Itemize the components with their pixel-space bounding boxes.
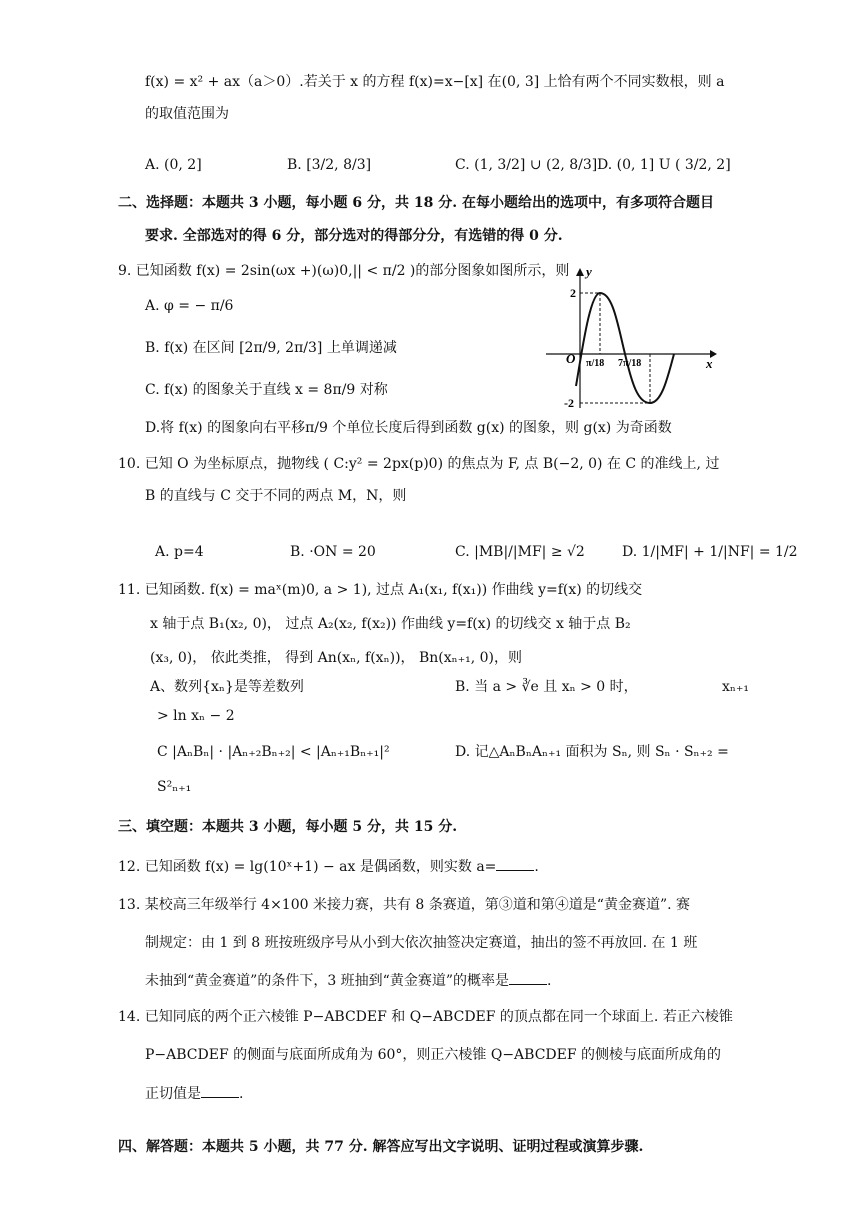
q8-option-d: D. (0, 1] U ( 3/2, 2] xyxy=(597,157,731,173)
y-max-label: 2 xyxy=(570,286,576,300)
q12-stem xyxy=(118,856,539,877)
q9-stem: 9. 已知函数 f(x) = 2sin(ωx +)(ω)0,|| < π/2 )的部分图象如图所示，则 xyxy=(118,263,570,279)
q14-stem-line2: P−ABCDEF 的侧面与底面所成角为 60°，则正六棱锥 Q−ABCDEF 的侧棱与底面所成角的 xyxy=(145,1047,722,1063)
q13-stem-line2: 制规定：由 1 到 8 班按班级序号从小到大依次抽签决定赛道，抽出的签不再放回. 在 1 班 xyxy=(145,935,698,951)
q11-stem-line1: 11. 已知函数. f(x) = maˣ(m)0, a > 1), 过点 A₁(x₁, f(x₁)) 作曲线 y=f(x) 的切线交 xyxy=(118,582,643,598)
q8-stem-line1: f(x) = x² + ax（a＞0）.若关于 x 的方程 f(x)=x−[x] 在(0, 3] 上恰有两个不同实数根，则 a xyxy=(145,74,725,90)
q8-stem-line2: 的取值范围为 xyxy=(145,106,229,122)
q11-option-c: C |AₙBₙ| · |Aₙ₊₂Bₙ₊₂| < |Aₙ₊₁Bₙ₊₁|² xyxy=(157,744,390,760)
q12-text: 12. 已知函数 f(x) = lg(10ˣ+1) − ax 是偶函数，则实数 a= xyxy=(118,859,497,875)
section-4-heading: 四、解答题：本题共 5 小题，共 77 分. 解答应写出文字说明、证明过程或演算步骤. xyxy=(118,1139,644,1155)
q9-option-b: B. f(x) 在区间 [2π/9, 2π/3] 上单调递减 xyxy=(145,340,397,356)
q11-option-b: B. 当 a > ∛e 且 xₙ > 0 时， xyxy=(455,679,638,695)
y-axis-arrow xyxy=(576,268,584,276)
y-axis-label: y xyxy=(586,266,592,279)
q14-stem-line1: 14. 已知同底的两个正六棱锥 P−ABCDEF 和 Q−ABCDEF 的顶点都在同一个球面上. 若正六棱锥 xyxy=(118,1009,733,1025)
q14-period: . xyxy=(239,1086,244,1102)
q14-stem-line3 xyxy=(145,1083,243,1104)
sine-curve xyxy=(576,293,674,403)
q9-option-c: C. f(x) 的图象关于直线 x = 8π/9 对称 xyxy=(145,382,388,398)
q12-answer-blank xyxy=(496,856,534,871)
y-min-label: -2 xyxy=(564,396,574,410)
q9-option-d: D.将 f(x) 的图象向右平移π/9 个单位长度后得到函数 g(x) 的图象，则 g(x) 为奇函数 xyxy=(145,420,672,436)
q13-text: 未抽到“黄金赛道”的条件下，3 班抽到“黄金赛道”的概率是 xyxy=(145,973,509,989)
q11-option-d-cont: S²ₙ₊₁ xyxy=(157,779,192,795)
q13-stem-line1: 13. 某校高三年级举行 4×100 米接力赛，共有 8 条赛道，第③道和第④道是“黄金赛道”. 赛 xyxy=(118,897,690,913)
q14-answer-blank xyxy=(201,1083,239,1098)
q9-option-a: A. φ = − π/6 xyxy=(145,298,234,314)
q11-stem-line3: (x₃, 0)， 依此类推， 得到 An(xₙ, f(xₙ))， Bn(xₙ₊₁, 0)，则 xyxy=(150,650,522,666)
section-3-heading: 三、填空题：本题共 3 小题，每小题 5 分，共 15 分. xyxy=(118,819,458,835)
q11-option-b-right: xₙ₊₁ xyxy=(722,679,749,695)
q10-option-c: C. |MB|/|MF| ≥ √2 xyxy=(455,544,585,560)
section-2-heading-line1: 二、选择题：本题共 3 小题，每小题 6 分，共 18 分. 在每小题给出的选项中，有多项符合题目 xyxy=(118,195,714,211)
q8-option-a: A. (0, 2] xyxy=(145,157,202,173)
q11-option-b-cont: > ln xₙ − 2 xyxy=(157,708,235,724)
q14-text: 正切值是 xyxy=(145,1086,201,1102)
q10-option-d: D. 1/|MF| + 1/|NF| = 1/2 xyxy=(622,544,798,560)
q10-option-b: B. ·ON = 20 xyxy=(290,544,376,560)
q10-option-a: A. p=4 xyxy=(155,544,204,560)
q13-stem-line3 xyxy=(145,970,551,991)
origin-label: O xyxy=(566,351,576,366)
q11-stem-line2: x 轴于点 B₁(x₂, 0)， 过点 A₂(x₂, f(x₂)) 作曲线 y=f(x) 的切线交 x 轴于点 B₂ xyxy=(150,616,631,632)
q12-period: . xyxy=(534,859,539,875)
x-tick-pi-18: π/18 xyxy=(586,358,605,369)
section-2-heading-line2: 要求. 全部选对的得 6 分，部分选对的得部分分，有选错的得 0 分. xyxy=(145,228,563,244)
q13-answer-blank xyxy=(509,970,547,985)
q13-period: . xyxy=(547,973,552,989)
q8-option-c: C. (1, 3/2] ∪ (2, 8/3] xyxy=(455,157,598,173)
q11-option-a: A、数列{xₙ}是等差数列 xyxy=(150,679,304,695)
sine-graph xyxy=(538,266,718,414)
q10-stem-line1: 10. 已知 O 为坐标原点，抛物线 ( C:y² = 2px(p)0) 的焦点为 F, 点 B(−2, 0) 在 C 的准线上, 过 xyxy=(118,456,720,472)
q11-option-d: D. 记△AₙBₙAₙ₊₁ 面积为 Sₙ, 则 Sₙ · Sₙ₊₂ = xyxy=(455,744,729,760)
x-tick-7pi-18: 7π/18 xyxy=(618,358,642,369)
q10-stem-line2: B 的直线与 C 交于不同的两点 M，N，则 xyxy=(145,488,407,504)
x-axis-label: x xyxy=(706,356,713,371)
q8-option-b: B. [3/2, 8/3] xyxy=(287,157,372,173)
